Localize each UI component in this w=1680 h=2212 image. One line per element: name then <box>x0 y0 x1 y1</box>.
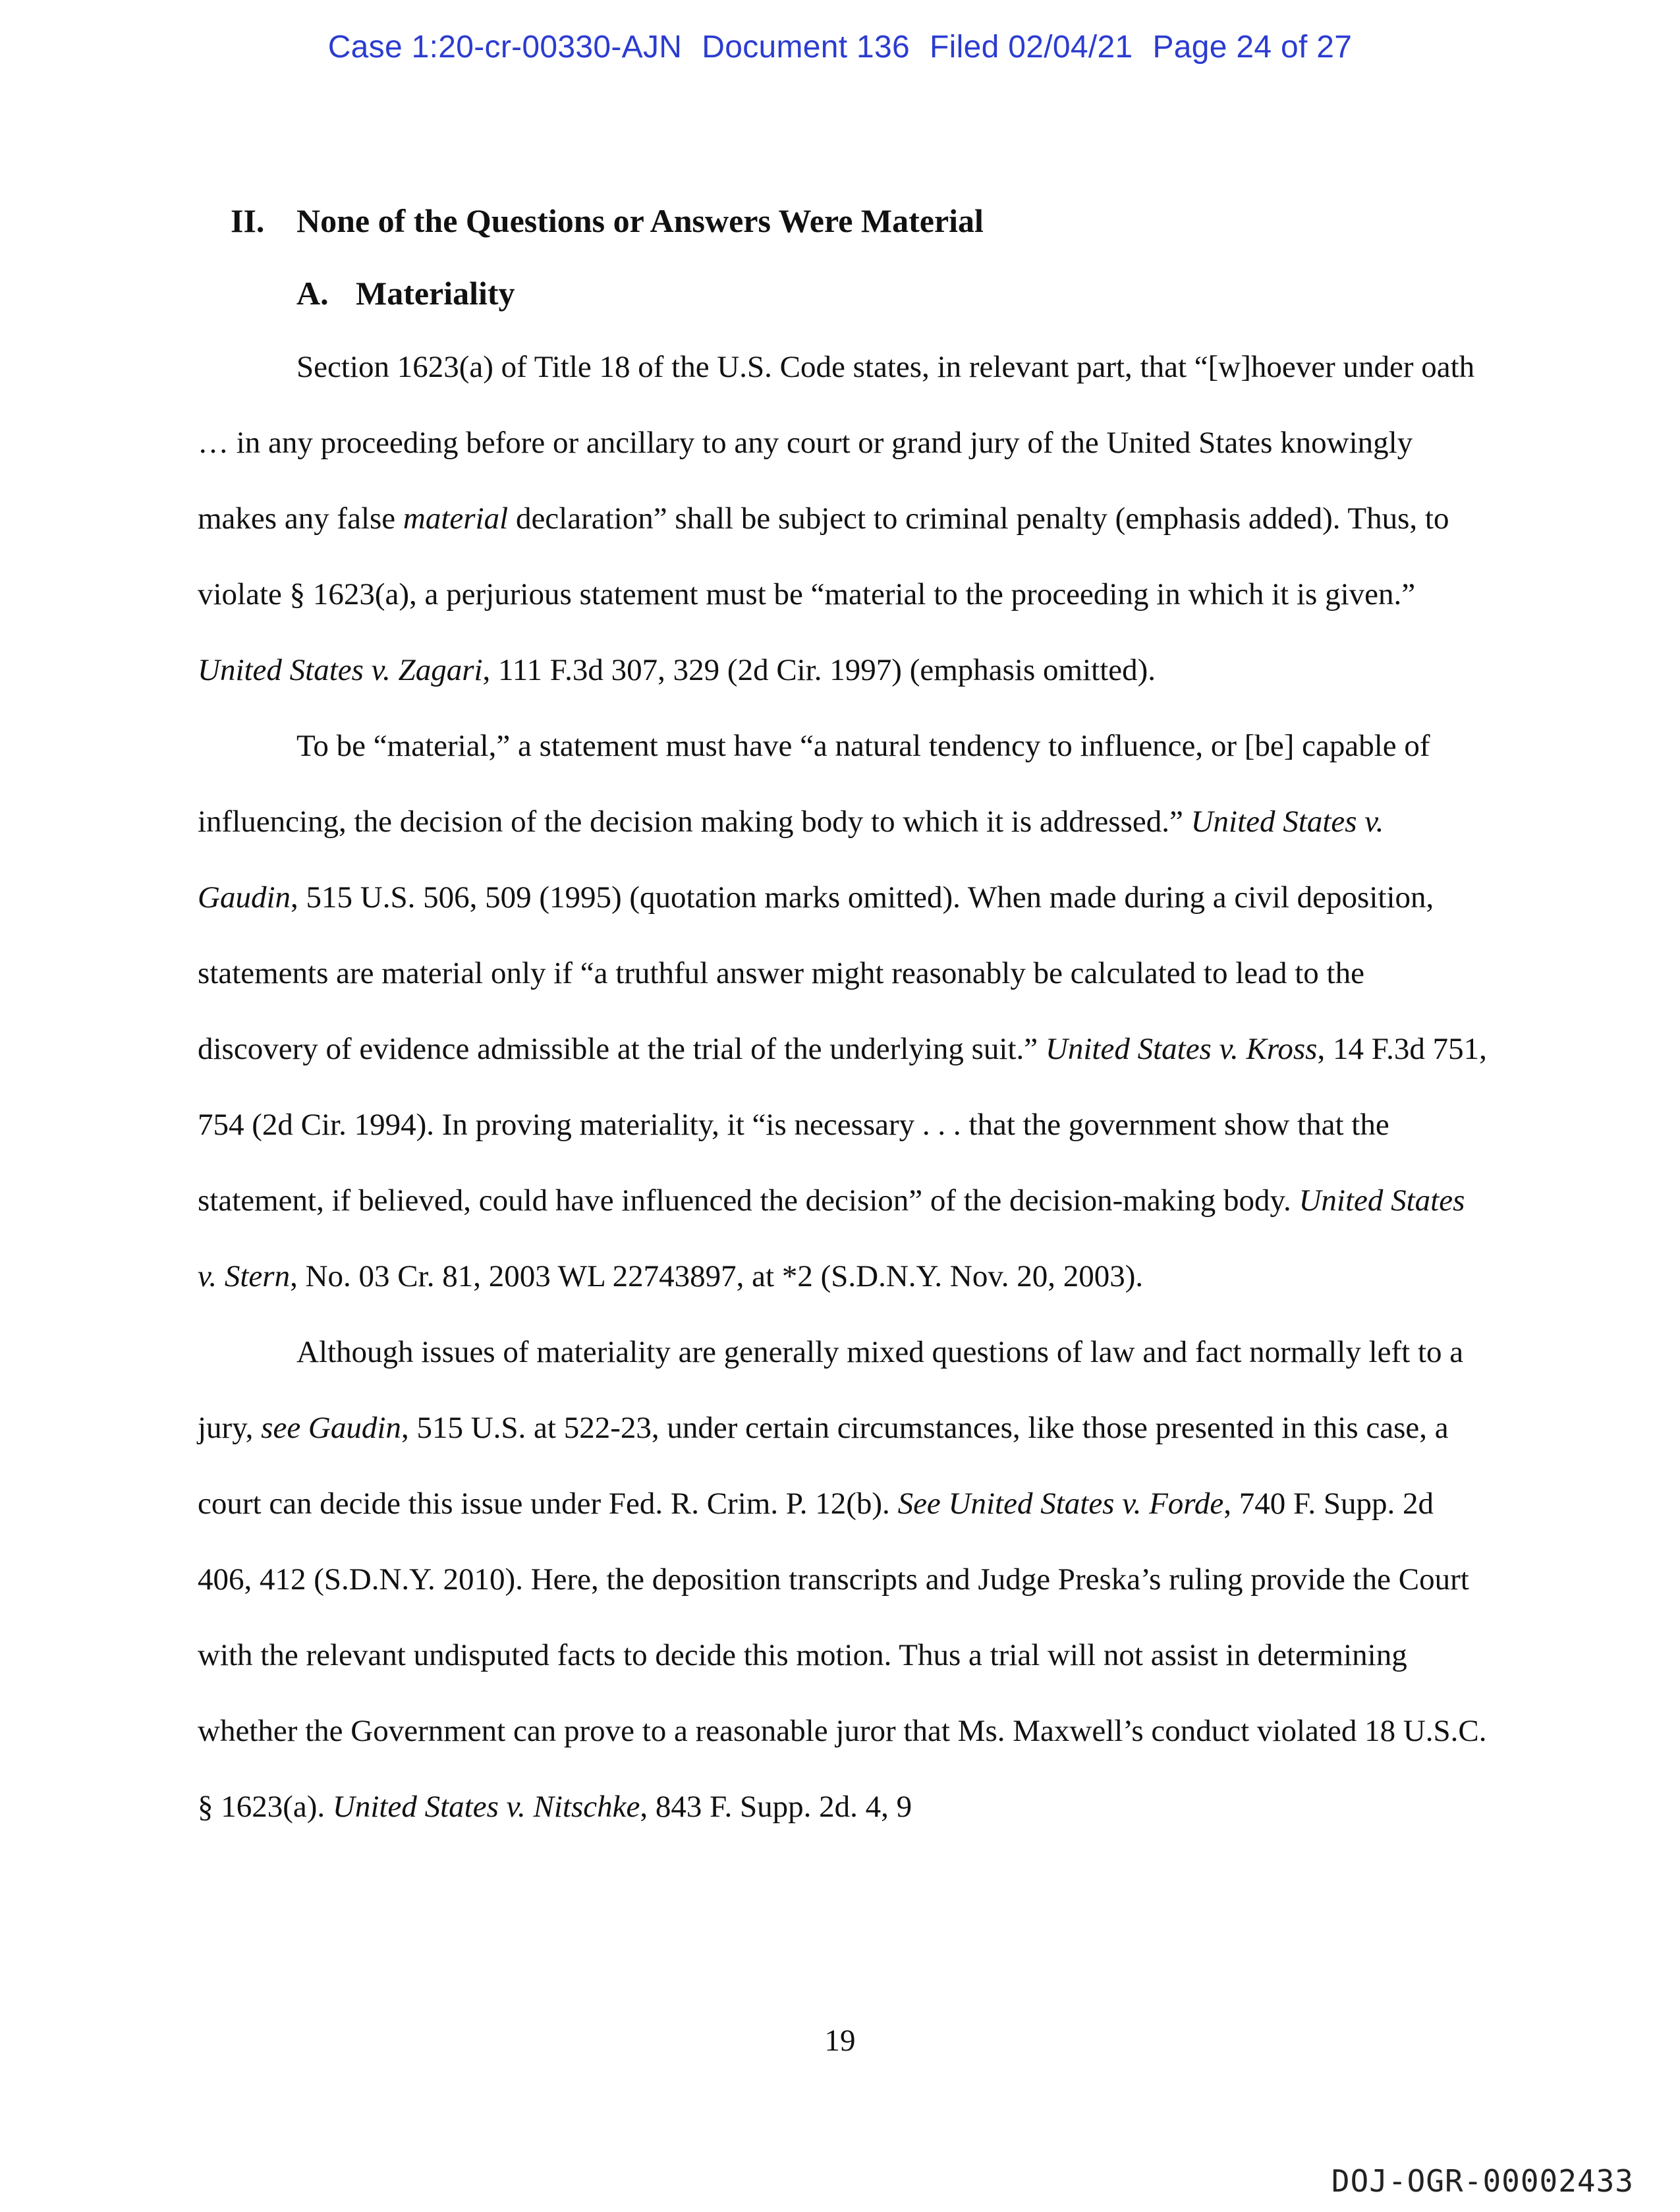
text-run: To be “material,” a statement must have “a natural tendency to influence, or [be] capable of influencing, the decision of the decision making body to which it is addressed.” <box>198 729 1430 839</box>
paragraph-2 <box>198 708 1489 1315</box>
text-run: , 111 F.3d 307, 329 (2d Cir. 1997) (emphasis omitted). <box>482 653 1156 687</box>
case-citation: United States v. Zagari <box>198 653 483 687</box>
case-citation: United States v. Nitschke <box>332 1790 640 1824</box>
case-citation: United States v. Gaudin <box>198 805 1384 915</box>
document-body <box>198 191 1489 1845</box>
text-run: , 14 F.3d 751, 754 (2d Cir. 1994). In proving materiality, it “is necessary . . . that the government show that the statement, if believed, could have influenced the decision” of the decision-making body. <box>198 1032 1487 1218</box>
subsection-heading <box>296 260 1489 329</box>
paragraph-3 <box>198 1315 1489 1845</box>
ecf-header-stamp <box>0 29 1680 65</box>
page-of-total: Page 24 of 27 <box>1152 30 1353 65</box>
emphasis-text: material <box>403 501 509 536</box>
section-number: II. <box>231 202 265 239</box>
text-run: , 515 U.S. 506, 509 (1995) (quotation marks omitted). When made during a civil deposition, statements are material only if “a truthful answer might reasonably be calculated to lead to the discovery of evidence admissible at the trial of the underlying suit.” <box>198 880 1434 1066</box>
document-number: Document 136 <box>702 30 910 65</box>
subsection-number: A. <box>296 275 329 312</box>
case-citation: see Gaudin <box>261 1411 401 1445</box>
case-number: Case 1:20-cr-00330-AJN <box>327 30 683 65</box>
filed-date: Filed 02/04/21 <box>930 30 1133 65</box>
text-run: Although issues of materiality are generally mixed questions of law and fact normally left to a jury, <box>198 1335 1464 1445</box>
page-number: 19 <box>824 2024 856 2058</box>
case-citation: United States v. Kross <box>1045 1032 1318 1066</box>
section-heading <box>231 191 1489 260</box>
text-run: declaration” shall be subject to criminal penalty (emphasis added). Thus, to violate § 1623(a), a perjurious statement must be “material to the proceeding in which it is given.” <box>198 501 1449 611</box>
bates-number: DOJ-OGR-00002433 <box>1331 2163 1634 2199</box>
text-run: , 843 F. Supp. 2d. 4, 9 <box>640 1790 912 1824</box>
case-citation: See United States v. Forde <box>897 1487 1224 1521</box>
text-run: , 740 F. Supp. 2d 406, 412 (S.D.N.Y. 2010). Here, the deposition transcripts and Judge Preska’s ruling provide the Court with the relevant undisputed facts to decide this motion. Thus a trial will not assist in determining whether the Government can prove to a reasonable juror that Ms. Maxwell’s conduct violated 18 U.S.C. § 1623(a). <box>198 1487 1487 1824</box>
paragraph-1 <box>198 329 1489 708</box>
text-run: Section 1623(a) of Title 18 of the U.S. Code states, in relevant part, that “[w]hoever under oath … in any proceeding before or ancillary to any court or grand jury of the United States knowingly makes any false <box>198 350 1475 536</box>
text-run: , No. 03 Cr. 81, 2003 WL 22743897, at *2 (S.D.N.Y. Nov. 20, 2003). <box>290 1259 1144 1293</box>
text-run: , 515 U.S. at 522-23, under certain circumstances, like those presented in this case, a court can decide this issue under Fed. R. Crim. P. 12(b). <box>198 1411 1449 1521</box>
section-title: None of the Questions or Answers Were Material <box>296 202 984 239</box>
subsection-title: Materiality <box>356 275 515 312</box>
case-citation: United States v. Stern <box>198 1183 1465 1293</box>
